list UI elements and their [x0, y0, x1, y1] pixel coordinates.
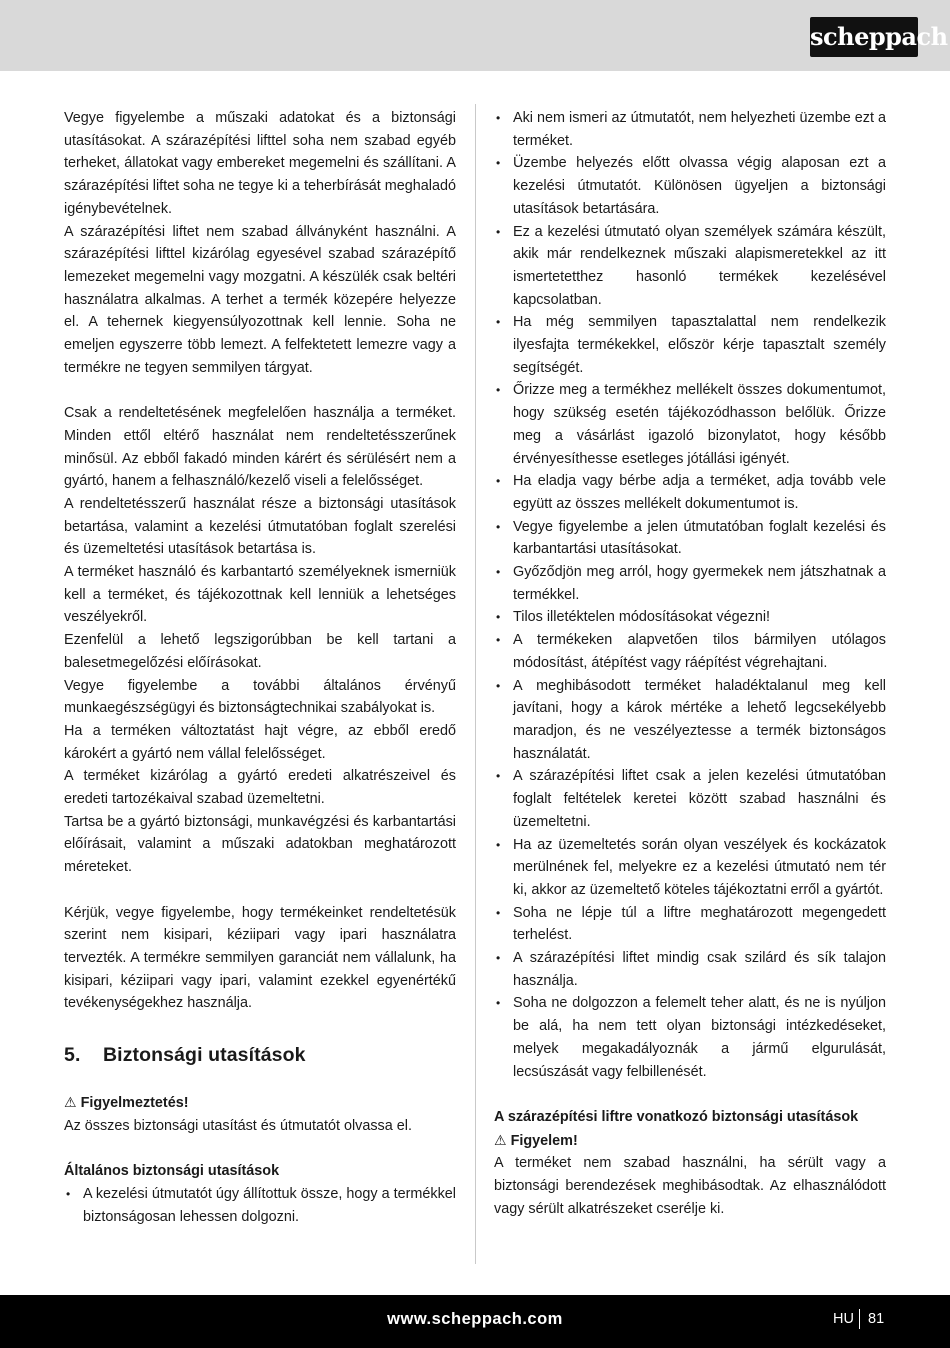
warning-triangle-icon: ⚠	[64, 1094, 77, 1111]
list-item: • Soha ne dolgozzon a felemelt teher alatt, és ne is nyúljon be alá, ha nem tett olyan biztonsági intézkedéseket, melyek megakadályoznák a jármű elgurulását, lecsúszását vagy felbillenését.	[494, 992, 886, 1083]
spacer	[64, 379, 456, 402]
list-item: • Soha ne lépje túl a liftre meghatározott megengedett terhelést.	[494, 902, 886, 947]
list-item: • Vegye figyelembe a jelen útmutatóban foglalt kezelési és karbantartási utasításokat.	[494, 516, 886, 561]
attention-label: Figyelem!	[510, 1132, 578, 1149]
paragraph-proper-use: Csak a rendeltetésének megfelelően használja a terméket. Minden ettől eltérő használat nem rendeltetésszerűnek minősül. Az ebből fakadó minden kárért és sérülésért nem a gyártó, hanem a felhasználó/kezelő viseli a felelősséget.	[64, 405, 456, 490]
warning-label: Figyelmeztetés!	[80, 1095, 189, 1112]
paragraph-warranty: Kérjük, vegye figyelembe, hogy termékeinket rendeltetésük szerint nem kisipari, kéziipari vagy ipari használatra tervezték. A termékre semmilyen garanciát nem vállalunk, ha kisipari, kéziipari vagy ipari, valamint ezekkel egyenértékű tevékenységekhez használja.	[64, 904, 456, 1012]
spacer	[64, 1015, 456, 1043]
paragraph-operator-knowledge: A terméket használó és karbantartó személyeknek ismerniük kell a terméket, és tájékozottnak kell lenniük a lehetséges veszélyekről.	[64, 564, 456, 626]
warning-heading	[64, 1091, 456, 1115]
paragraph-manufacturer-rules: Tartsa be a gyártó biztonsági, munkavégzési és karbantartási előírásait, valamint a műszaki adatokban meghatározott méreteket.	[64, 813, 456, 876]
paragraph-no-scaffold: A szárazépítési liftet nem szabad állványként használni. A szárazépítési lifttel kizárólag egyesével szabad szárazépítő lemezeket megemelni vagy mozgatni. A készülék csak beltéri használatra alkalmas. A terhet a termék közepére helyezze el. A tehernek kiegyensúlyozottnak kell lennie. Soha ne emeljen egyszerre több lemezt. A felfektetett lemezre vagy a termékre ne tegyen semmilyen tárgyat.	[64, 223, 456, 376]
list-item: • Tilos illetéktelen módosításokat végezni!	[494, 606, 886, 629]
safety-bullet-list	[494, 107, 886, 1083]
section-title: Biztonsági utasítások	[103, 1044, 306, 1067]
spacer	[64, 1138, 456, 1161]
spacer	[64, 1067, 456, 1091]
brand-logo: scheppach	[810, 17, 918, 57]
list-item: • Ha eladja vagy bérbe adja a terméket, adja tovább vele együtt az összes mellékelt dokumentumot is.	[494, 470, 886, 515]
footer-website-link[interactable]: www.scheppach.com	[387, 1310, 563, 1328]
column-divider	[475, 104, 476, 1264]
paragraph-safety-compliance: A rendeltetésszerű használat része a biztonsági utasítások betartása, valamint a kezelési útmutatóban foglalt szerelési és üzemeltetési utasítások betartása is.	[64, 495, 456, 558]
right-column	[494, 107, 886, 1220]
paragraph-accident-prevention: Ezenfelül a lehető legszigorúbban be kell tartani a balesetmegelőzési előírásokat.	[64, 632, 456, 671]
warning-text: Az összes biztonsági utasítást és útmutatót olvassa el.	[64, 1117, 412, 1134]
general-safety-heading: Általános biztonsági utasítások	[64, 1163, 280, 1180]
list-item: • A termékeken alapvetően tilos bármilyen utólagos módosítást, átépítést vagy ráépítést végrehajtani.	[494, 629, 886, 674]
general-safety-list	[64, 1183, 456, 1228]
spacer	[64, 879, 456, 902]
list-item: • Aki nem ismeri az útmutatót, nem helyezheti üzembe ezt a terméket.	[494, 107, 886, 152]
list-item: • Ha még semmilyen tapasztalattal nem rendelkezik ilyesfajta termékekkel, először kérje tapasztalt személy segítségét.	[494, 311, 886, 379]
language-code: HU	[833, 1311, 854, 1327]
list-item: • Ha az üzemeltetés során olyan veszélyek és kockázatok merülnének fel, melyekre ez a kezelési útmutató nem tér ki, akkor az üzemeltető köteles tájékoztatni erről a gyártót.	[494, 834, 886, 902]
lift-safety-heading: A szárazépítési liftre vonatkozó biztonsági utasítások	[494, 1108, 859, 1125]
paragraph-modifications: Ha a terméken változtatást hajt végre, az ebből eredő károkért a gyártó nem vállal felelősséget.	[64, 722, 456, 762]
list-item: • Őrizze meg a termékhez mellékelt összes dokumentumot, hogy szükség esetén tájékozódhasson belőlük. Őrizze meg a vásárlást igazoló bizonylatot, hogy később érvényesíthesse esetleges jótállási igényét.	[494, 379, 886, 470]
page-number: 81	[868, 1311, 885, 1327]
list-item: • A szárazépítési liftet csak a jelen kezelési útmutatóban foglalt feltételek keretei között szabad használni és üzemeltetni.	[494, 765, 886, 833]
footer-separator	[859, 1309, 860, 1329]
spacer	[494, 1083, 886, 1106]
list-item: • Győződjön meg arról, hogy gyermekek nem játszhatnak a termékkel.	[494, 561, 886, 606]
paragraph-general-rules: Vegye figyelembe a további általános érvényű munkaegészségügyi és biztonságtechnikai szabályokat is.	[64, 677, 456, 717]
paragraph-intended-use: Vegye figyelembe a műszaki adatokat és a biztonsági utasításokat. A szárazépítési lifttel soha nem szabad egyéb terheket, állatokat vagy embereket megemelni és szállítani. A szárazépítési liftet soha ne tegye ki a teherbírását meghaladó igénybevételnek.	[64, 110, 456, 217]
warning-triangle-icon: ⚠	[494, 1131, 507, 1148]
paragraph-original-parts: A terméket kizárólag a gyártó eredeti alkatrészeivel és eredeti tartozékaival szabad üzemeltetni.	[64, 768, 456, 808]
section-heading	[64, 1043, 456, 1067]
list-item: • Üzembe helyezés előtt olvassa végig alaposan ezt a kezelési útmutatót. Különösen ügyeljen a biztonsági utasítások betartására.	[494, 152, 886, 220]
attention-heading	[494, 1129, 886, 1153]
left-column	[64, 107, 456, 1228]
section-number: 5.	[64, 1044, 81, 1067]
list-item: • Ez a kezelési útmutató olyan személyek számára készült, akik már rendelkeznek műszaki alapismeretekkel az itt ismertetetthez hasonló termékek kezelésével kapcsolatban.	[494, 221, 886, 312]
header-band	[0, 0, 950, 71]
list-item: • A kezelési útmutatót úgy állítottuk össze, hogy a termékkel biztonságosan lehessen dolgozni.	[64, 1183, 456, 1228]
list-item: • A meghibásodott terméket haladéktalanul meg kell javítani, hogy a károk mértéke a lehető legcsekélyebb maradjon, és ne veszélyeztesse a termék biztonságos használatát.	[494, 675, 886, 766]
list-item: • A szárazépítési liftet mindig csak szilárd és sík talajon használja.	[494, 947, 886, 992]
footer-bar	[0, 1295, 950, 1348]
attention-text: A terméket nem szabad használni, ha sérült vagy a biztonsági berendezések meghibásodtak. Az elhasználódott vagy sérült alkatrészeket cserélje ki.	[494, 1155, 886, 1217]
